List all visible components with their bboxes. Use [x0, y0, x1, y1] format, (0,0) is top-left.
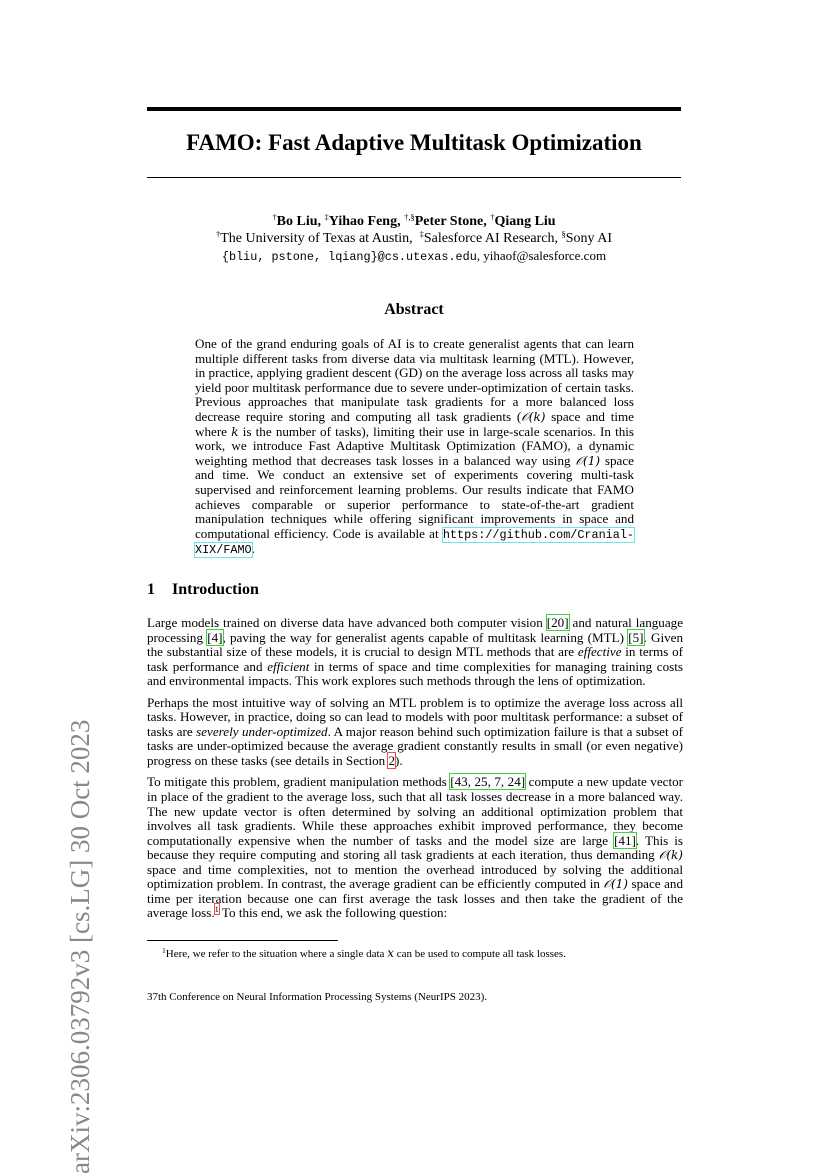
intro-paragraph-3: To mitigate this problem, gradient manipulation methods [43, 25, 7, 24] compute a new update vector in place of the gradient to the average loss, such that all task losses decrease in a more balanced way. The new update vector is often determined by solving an additional optimization problem that involves all task gradients. While these approaches exhibit improved performance, they become computationally expensive when the number of tasks and the model size are large [41]. This is because they require computing and storing all task gradients at each iteration, thus demanding 𝒪(k) space and time complexities, not to mention the overhead introduced by solving the additional optimization problem. In contrast, the average gradient can be efficiently computed in 𝒪(1) space and time per iteration because one can first average the task losses and then take the gradient of the average loss.$^1$ To this end, we ask the following question: [147, 774, 683, 921]
arxiv-stamp: arXiv:2306.03792v3 [cs.LG] 30 Oct 2023 [65, 719, 95, 1174]
author-names: †Bo Liu, ‡Yihao Feng, †,§Peter Stone, †Qiang Liu [272, 212, 556, 229]
author-emails: {bliu, pstone, lqiang}@cs.utexas.edu, yihaof@salesforce.com [221, 248, 607, 264]
author-affiliations: †The University of Texas at Austin, ‡Salesforce AI Research, §Sony AI [215, 229, 613, 246]
title-bottom-rule [147, 177, 681, 178]
footnote-rule [147, 940, 338, 941]
author-block [147, 213, 681, 266]
conference-note: 37th Conference on Neural Information Processing Systems (NeurIPS 2023). [147, 991, 488, 1003]
section-title: Introduction [172, 581, 259, 598]
section-heading-introduction [147, 580, 681, 600]
section-number: 1 [147, 581, 155, 598]
introduction-body [147, 616, 683, 928]
abstract-text: One of the grand enduring goals of AI is to create generalist agents that can learn multiple different tasks from diverse data via multitask learning (MTL). However, in practice, applying gradient descent (GD) on the average loss across all tasks may yield poor multitask performance due to severe under-optimization of certain tasks. Previous approaches that manipulate task gradients for a more balanced loss decrease require storing and computing all task gradients (𝒪(k) space and time where k is the number of tasks), limiting their use in large-scale scenarios. In this work, we introduce Fast Adaptive Multitask Optimization (FAMO), a dynamic weighting method that decreases task losses in a balanced way using 𝒪(1) space and time. We conduct an extensive set of experiments covering multi-task supervised and reinforcement learning problems. Our results indicate that FAMO achieves comparable or superior performance to state-of-the-art gradient manipulation techniques while offering significant improvements in space and computational efficiency. Code is available at https://github.com/Cranial-XIX/FAMO. [195, 336, 635, 558]
title-top-rule [147, 107, 681, 111]
footnote-1: $^1$Here, we refer to the situation where a single data x can be used to compute all task losses. [162, 946, 566, 960]
abstract-heading: Abstract [384, 301, 444, 318]
intro-paragraph-2: Perhaps the most intuitive way of solving an MTL problem is to optimize the average loss across all tasks. However, in practice, doing so can lead to models with poor multitask performance: a subset of tasks are severely under-optimized. A major reason behind such optimization failure is that a subset of tasks are under-optimized because the average gradient constantly results in small (or even negative) progress on these tasks (see details in Section 2). [147, 694, 684, 768]
intro-paragraph-1: Large models trained on diverse data have advanced both computer vision [20] and natural language processing [4], paving the way for generalist agents capable of multitask learning (MTL) [5]. Given the substantial size of these models, it is crucial to design MTL methods that are effective in terms of task performance and efficient in terms of space and time complexities for managing training costs and environmental impacts. This work explores such methods through the lens of optimization. [147, 615, 684, 689]
paper-title: FAMO: Fast Adaptive Multitask Optimization [186, 130, 642, 155]
